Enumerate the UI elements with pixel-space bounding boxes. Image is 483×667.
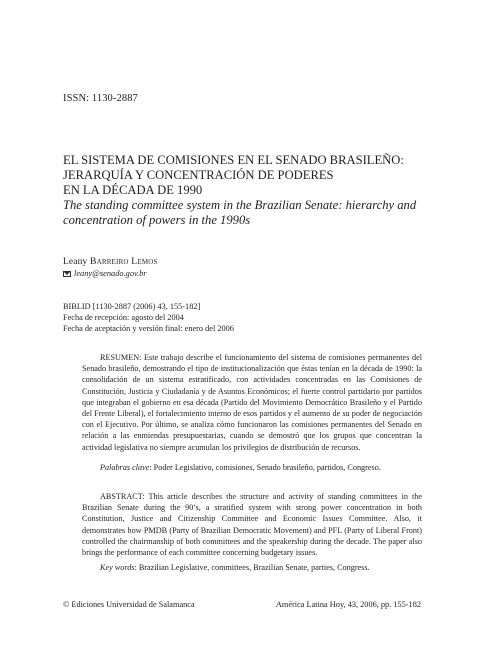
biblid-line: BIBLID [1130-2887 (2006) 43, 155-182] — [63, 302, 201, 311]
palabras-clave-section — [82, 462, 422, 473]
palabras-clave-label: Palabras clave — [100, 463, 150, 472]
author-name — [63, 256, 158, 268]
title-line-2: JERARQUÍA Y CONCENTRACIÓN DE PODERES — [63, 168, 334, 182]
resumen-text: RESUMEN: Este trabajo describe el funcionamiento del sistema de comisiones permanentes del Senado brasileño, demostrando el tipo de institucionalización que éstas tenían en la década de 1990: la consolidación de un sistema estratificado, con actividades concentradas en las Comisiones de Constitución, Justicia y Ciudadanía y de Asuntos Económicos; el fuerte control partidario por partidos que integraban el gobierno en esa década (Partido del Movimiento Democrático Brasileño y el Partido del Frente Liberal), el fortalecimiento interno de esos partidos y el aumento de su poder de negociación con el Ejecutivo. Por último, se analiza cómo funcionaron las comisiones permanentes del Senado en relación a las enmiendas presupuestarias, cuando se demostró que los grupos que concentran la actividad legislativa no siempre acumulan los privilegios de distribución de recursos. — [82, 353, 422, 452]
author-last-name: Barreiro Lemos — [89, 256, 158, 267]
author-block — [63, 256, 158, 280]
footer-publisher: © Ediciones Universidad de Salamanca — [63, 600, 195, 609]
author-email-text[interactable]: leany@senado.gov.br — [74, 269, 147, 278]
title-line-1: EL SISTEMA DE COMISIONES EN EL SENADO BRASILEÑO: — [63, 153, 404, 167]
palabras-clave — [82, 462, 422, 473]
mail-icon — [63, 271, 71, 277]
acceptance-date: Fecha de aceptación y versión final: enero del 2006 — [63, 324, 234, 333]
bibliographic-info — [63, 301, 234, 334]
palabras-clave-text: : Poder Legislativo, comisiones, Senado brasileño, partidos, Congreso. — [149, 463, 381, 472]
title-block — [63, 153, 435, 228]
abstract-text: ABSTRACT: This article describes the structure and activity of standing committees in the Brazilian Senate during the 90’s, a stratified system with strong power concentration in both Constitution, Justice and Citizenship Committee and Economic Issues Committee. Also, it demonstrates how PMDB (Party of Brazilian Democratic Movement) and PFL (Party of Liberal Front) controlled the chairmanship of both committees and the speakership during the decade. The paper also brings the performance of each committee concerning budgetary issues. — [82, 492, 422, 558]
key-words-text: : Brazilian Legislative, committees, Brazilian Senate, parties, Congress. — [134, 563, 370, 572]
key-words-label: Key words — [100, 563, 135, 572]
page-footer — [63, 599, 421, 610]
reception-date: Fecha de recepción: agosto del 2004 — [63, 313, 184, 322]
key-words-section — [82, 562, 422, 573]
key-words — [82, 562, 422, 573]
author-first-name: Leany — [63, 257, 90, 267]
abstract-section — [82, 491, 422, 558]
subtitle-line-1: The standing committee system in the Brazilian Senate: hierarchy and — [63, 198, 417, 212]
resumen-section — [82, 352, 422, 453]
author-email[interactable] — [63, 268, 158, 280]
english-title — [63, 198, 435, 228]
title-line-3: EN LA DÉCADA DE 1990 — [63, 183, 203, 197]
issn-line: ISSN: 1130-2887 — [63, 93, 138, 104]
article-title — [63, 153, 435, 198]
subtitle-line-2: concentration of powers in the 1990s — [63, 213, 251, 227]
footer-citation: América Latina Hoy, 43, 2006, pp. 155-182 — [275, 600, 421, 609]
